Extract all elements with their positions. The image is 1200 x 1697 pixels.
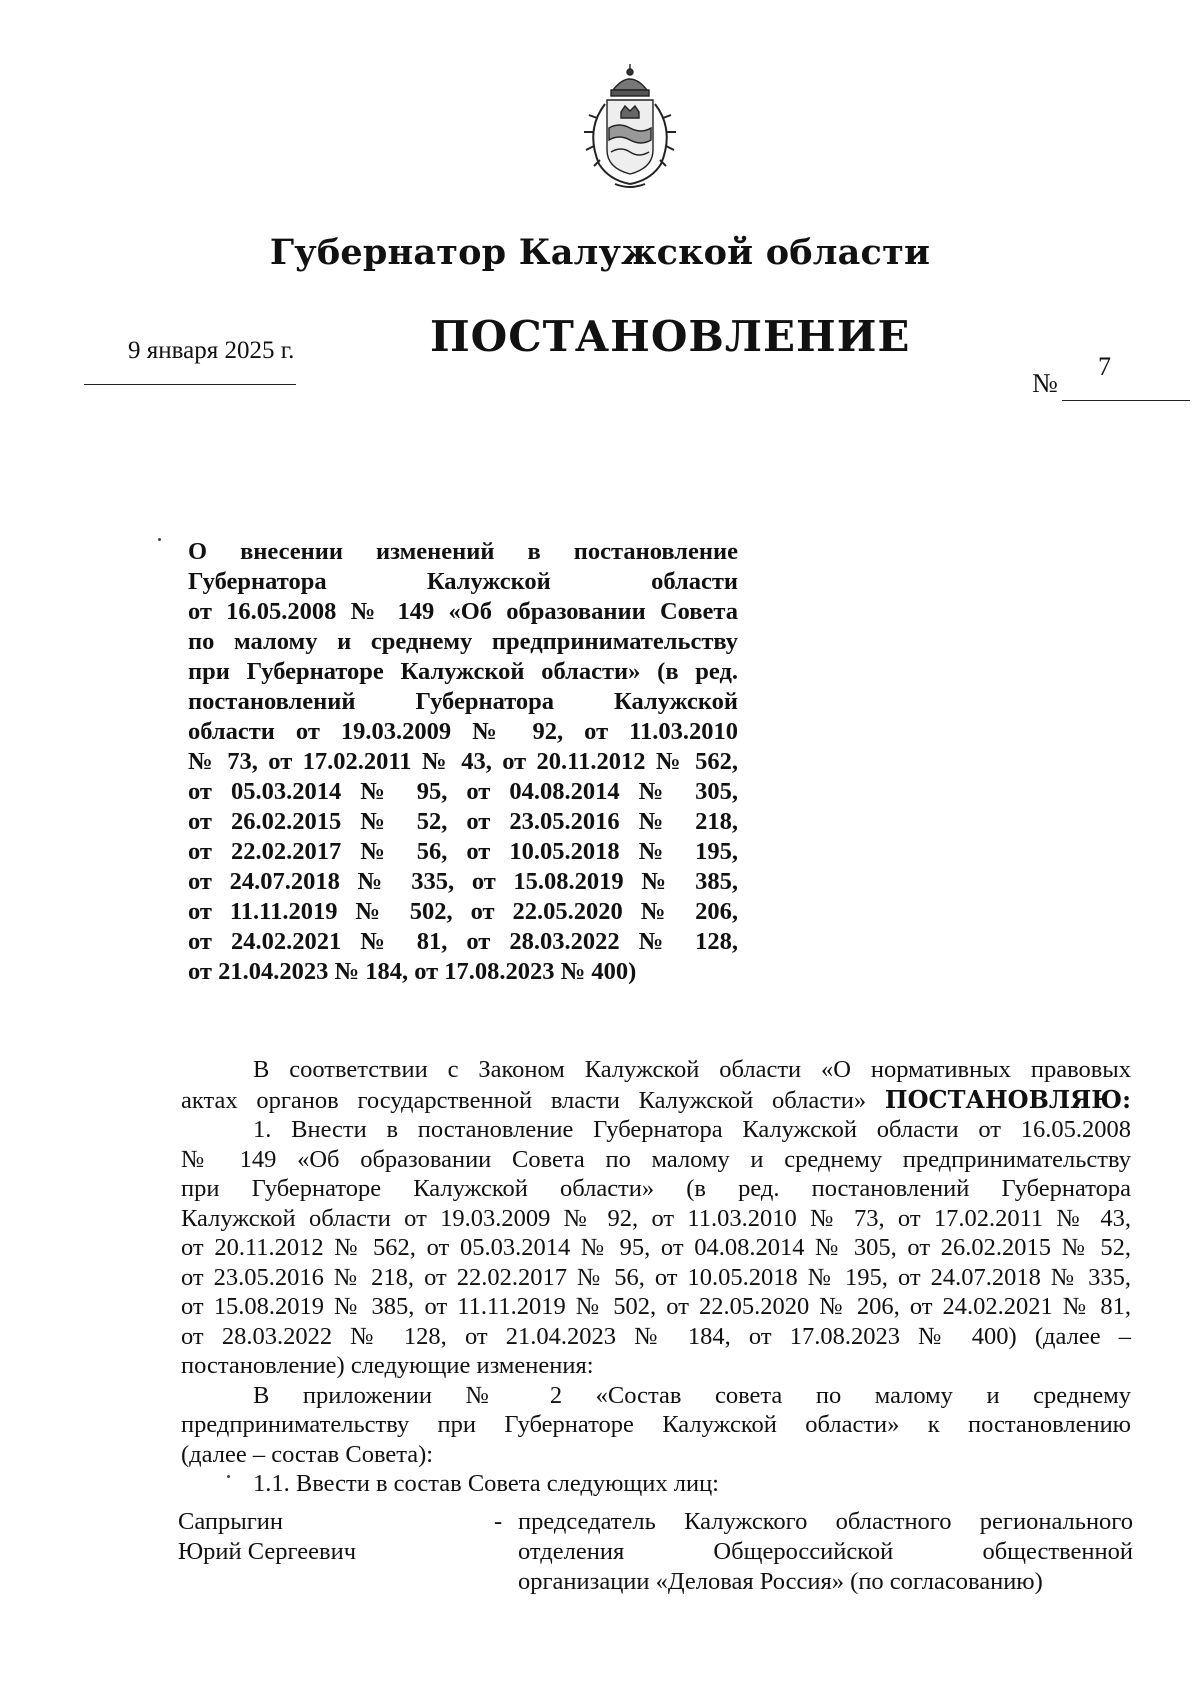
body-line: Калужской области от 19.03.2009 № 92, от 11.03.2010 № 73, от 17.02.2011 № 43, — [181, 1204, 1131, 1232]
document-subject — [188, 537, 738, 987]
role-line: председатель Калужского областного регионального — [518, 1508, 1133, 1535]
body-line: предпринимательству при Губернаторе Калужской области» к постановлению — [181, 1411, 1131, 1438]
body-line: от 23.05.2016 № 218, от 22.02.2017 № 56, от 10.05.2018 № 195, от 24.07.2018 № 335, — [181, 1263, 1131, 1291]
subject-line: № 73, от 17.02.2011 № 43, от 20.11.2012 № 562, — [188, 748, 738, 775]
subject-line: области от 19.03.2009 № 92, от 11.03.2010 — [188, 718, 738, 745]
body-line: постановление) следующие изменения: — [181, 1352, 594, 1379]
subject-line: от 21.04.2023 № 184, от 17.08.2023 № 400) — [188, 958, 637, 985]
subject-line: от 22.02.2017 № 56, от 10.05.2018 № 195, — [188, 838, 738, 865]
body-line: при Губернаторе Калужской области» (в ред. постановлений Губернатора — [181, 1175, 1131, 1202]
subject-line: от 24.02.2021 № 81, от 28.03.2022 № 128, — [188, 928, 738, 955]
document-date: 9 января 2025 г. — [128, 337, 295, 364]
scan-dot — [158, 538, 161, 541]
role-line: отделения Общероссийской общественной — [518, 1538, 1133, 1565]
member-role — [518, 1507, 1133, 1597]
subject-line: при Губернаторе Калужской области» (в ред. — [188, 658, 738, 685]
document-body — [181, 1055, 1131, 1499]
member-name — [178, 1507, 478, 1567]
body-line: В соответствии с Законом Калужской области «О нормативных правовых — [253, 1056, 1131, 1083]
body-line: № 149 «Об образовании Совета по малому и среднему предпринимательству — [181, 1145, 1131, 1173]
body-text: актах органов государственной власти Калужской области» — [181, 1086, 867, 1114]
body-line: В приложении № 2 «Состав совета по малому и среднему — [253, 1381, 1131, 1409]
number-label: № — [1032, 368, 1058, 398]
body-line: от 28.03.2022 № 128, от 21.04.2023 № 184, от 17.08.2023 № 400) (далее – — [181, 1322, 1131, 1350]
body-line — [181, 1085, 1131, 1116]
authority-heading: Губернатор Калужской области — [269, 232, 931, 273]
date-underline — [84, 384, 296, 385]
entry-dash: - — [494, 1508, 503, 1535]
subject-line: О внесении изменений в постановление — [188, 538, 738, 565]
decree-keyword: ПОСТАНОВЛЯЮ: — [884, 1084, 1132, 1114]
subject-line: от 24.07.2018 № 335, от 15.08.2019 № 385, — [188, 868, 738, 895]
subject-line: от 11.11.2019 № 502, от 22.05.2020 № 206, — [188, 898, 738, 925]
document-number: 7 — [1098, 352, 1111, 381]
number-underline — [1062, 400, 1190, 401]
subject-line: от 26.02.2015 № 52, от 23.05.2016 № 218, — [188, 808, 738, 835]
subject-line: от 16.05.2008 № 149 «Об образовании Совета — [188, 598, 738, 625]
coat-of-arms-emblem — [575, 60, 685, 190]
subject-line: Губернатора Калужской области — [188, 568, 738, 595]
body-line: от 15.08.2019 № 385, от 11.11.2019 № 502, от 22.05.2020 № 206, от 24.02.2021 № 81, — [181, 1293, 1131, 1320]
body-line: от 20.11.2012 № 562, от 05.03.2014 № 95, от 04.08.2014 № 305, от 26.02.2015 № 52, — [181, 1234, 1131, 1261]
role-line: организации «Деловая Россия» (по согласованию) — [518, 1568, 1043, 1595]
body-line: 1.1. Ввести в состав Совета следующих лиц: — [253, 1470, 719, 1497]
subject-line: по малому и среднему предпринимательству — [188, 628, 738, 655]
subject-line: от 05.03.2014 № 95, от 04.08.2014 № 305, — [188, 778, 738, 805]
member-given-names: Юрий Сергеевич — [178, 1538, 357, 1565]
subject-line: постановлений Губернатора Калужской — [188, 688, 738, 715]
body-line: 1. Внести в постановление Губернатора Калужской области от 16.05.2008 — [253, 1116, 1131, 1143]
document-type-title: ПОСТАНОВЛЕНИЕ — [430, 312, 911, 361]
body-line: (далее – состав Совета): — [181, 1440, 434, 1468]
member-surname: Сапрыгин — [178, 1508, 283, 1535]
scan-dot — [227, 1475, 230, 1478]
